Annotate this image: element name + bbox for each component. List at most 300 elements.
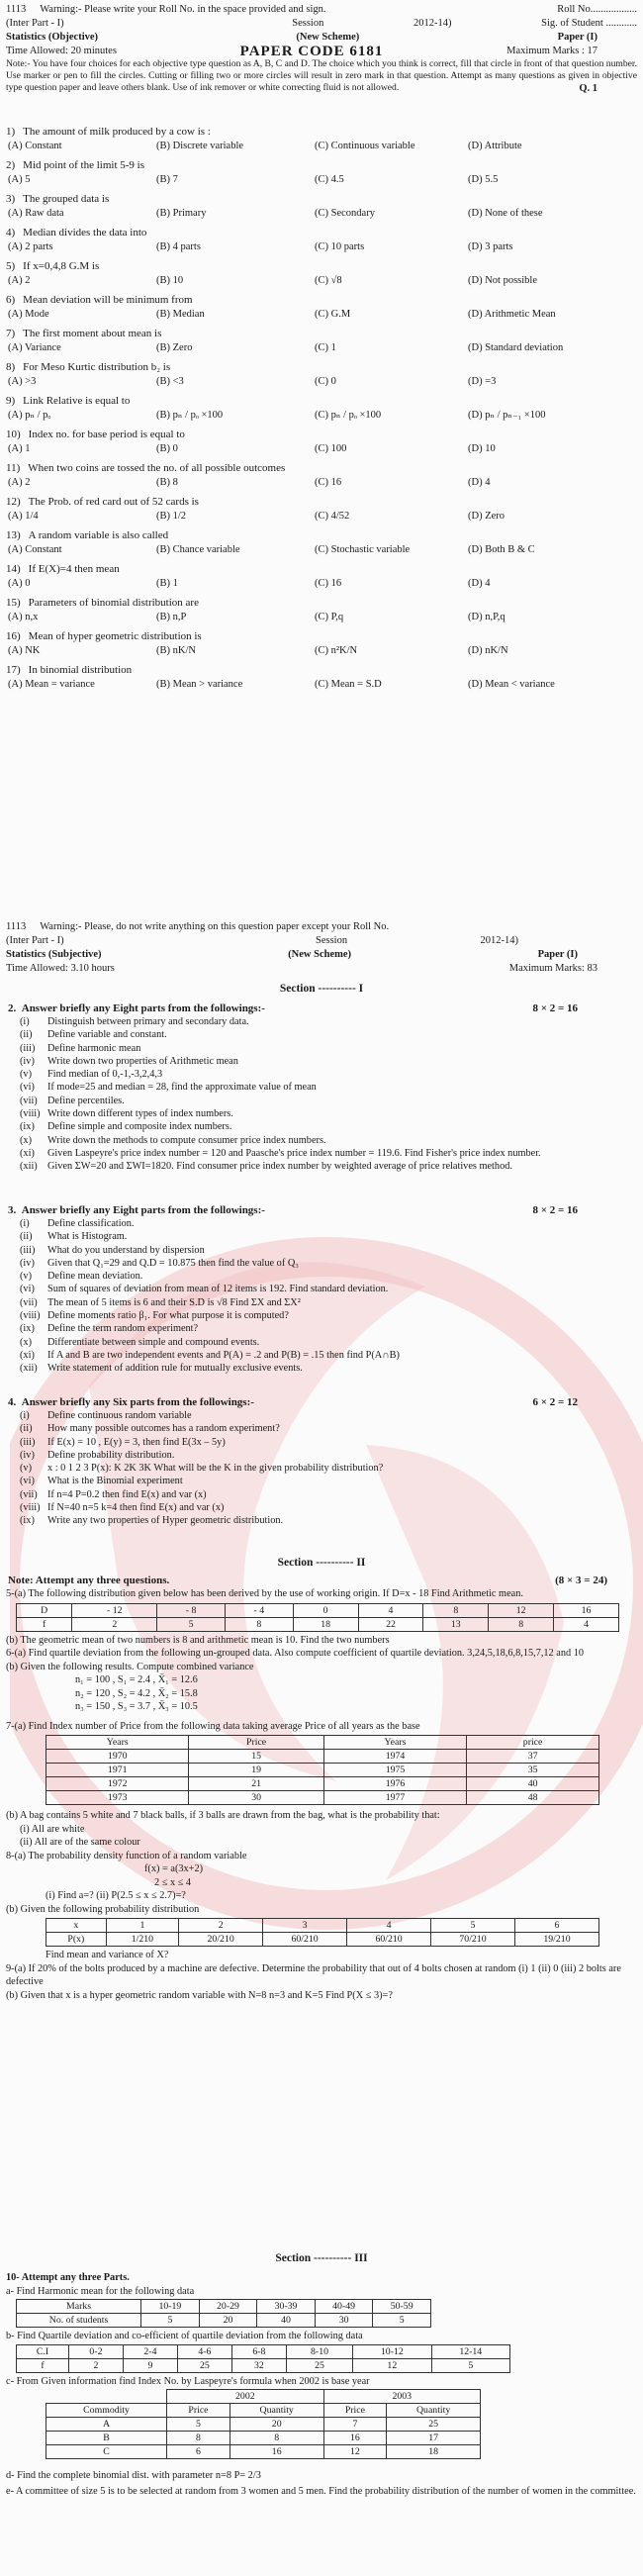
table-cell: 37 <box>467 1750 599 1764</box>
session-year-2: 2012-14) <box>480 935 518 946</box>
table-cell: 30 <box>189 1791 323 1805</box>
question-2 <box>6 1002 637 1174</box>
q10c-year-2002: 2002 <box>167 2390 323 2404</box>
paper-label: Paper (I) <box>557 32 597 43</box>
answer-options <box>6 307 637 323</box>
answer-option[interactable]: (B) Primary <box>156 208 207 219</box>
answer-options <box>6 475 637 491</box>
question-part <box>6 1230 637 1243</box>
part-numeral: (i) <box>20 1218 30 1229</box>
answer-option[interactable]: (C) Stochastic variable <box>315 544 411 555</box>
question-number: 8) <box>6 361 16 373</box>
q8a-text: 8-(a) The probability density function of a random variable <box>6 1850 247 1861</box>
part-text: Define moments ratio β₁. For what purpose it is computed? <box>47 1310 289 1322</box>
objective-question <box>6 663 637 693</box>
answer-option[interactable]: (B) nK/N <box>156 645 196 656</box>
time-allowed-2: Time Allowed: 3.10 hours <box>6 963 115 974</box>
question-number: 11) <box>6 462 21 474</box>
table-cell: 1971 <box>46 1764 189 1777</box>
question-part <box>6 1081 637 1094</box>
paper-code-small: 1113 <box>6 4 27 15</box>
question-part <box>6 1028 637 1041</box>
table-row <box>46 1777 599 1791</box>
answer-option[interactable]: (A) 1 <box>8 443 31 454</box>
q6b-row-1: n₁ = 100 , S₁ = 2.4 , X̄₁ = 12.6 <box>75 1674 198 1685</box>
answer-option[interactable]: (A) NK <box>8 645 41 656</box>
question-stem <box>6 528 637 542</box>
q3-title: Answer briefly any Eight parts from the followings:- <box>21 1204 265 1216</box>
question-number: 3) <box>6 193 16 205</box>
part-text: Differentiate between simple and compound events. <box>47 1336 260 1348</box>
q2-number: 2. <box>8 1002 17 1014</box>
answer-option[interactable]: (A) 2 parts <box>8 241 53 252</box>
answer-option[interactable]: (A) n,x <box>8 612 39 622</box>
question-stem <box>6 158 637 172</box>
answer-options <box>6 340 637 356</box>
objective-question <box>6 192 637 222</box>
answer-option[interactable]: (B) 1 <box>156 578 178 589</box>
q7b-part-ii: (ii) All are of the same colour <box>20 1837 140 1848</box>
part-numeral: (vii) <box>20 1296 38 1308</box>
question-stem <box>6 428 637 441</box>
answer-option[interactable]: (C) 10 parts <box>315 241 365 252</box>
answer-option[interactable]: (D) n,P,q <box>468 612 505 622</box>
table-cell: 30-39 <box>257 2300 316 2314</box>
table-cell: 7 <box>323 2418 387 2432</box>
question-number: 16) <box>6 630 21 642</box>
question-text: Parameters of binomial distribution are <box>28 597 199 609</box>
q2-title: Answer briefly any Eight parts from the followings:- <box>21 1002 265 1014</box>
part-numeral: (v) <box>20 1463 33 1475</box>
table-cell: C.I <box>17 2344 69 2358</box>
part-numeral: (viii) <box>20 1502 41 1514</box>
table-cell: 1975 <box>323 1764 466 1777</box>
answer-option[interactable]: (A) Constant <box>8 141 62 151</box>
answer-options <box>6 677 637 693</box>
answer-option[interactable]: (A) 5 <box>8 174 31 185</box>
part-text: Write down two properties of Arithmetic mean <box>47 1055 238 1067</box>
part-numeral: (x) <box>20 1336 33 1348</box>
part-text: Sum of squares of deviation from mean of 12 items is 192. Find standard deviation. <box>47 1284 389 1295</box>
answer-option[interactable]: (C) pₙ / pₒ ×100 <box>315 410 382 421</box>
section-2 <box>6 1556 637 2002</box>
part-numeral: (i) <box>20 1410 30 1421</box>
question-part <box>6 1015 637 1028</box>
max-marks-2: Maximum Marks: 83 <box>508 963 597 974</box>
table-cell: 25 <box>286 2358 352 2372</box>
part-numeral: (viii) <box>20 1310 41 1322</box>
answer-option[interactable]: (D) Zero <box>468 511 505 522</box>
answer-option[interactable]: (A) pₙ / pₒ <box>8 410 51 421</box>
answer-option[interactable]: (D) 10 <box>468 443 496 454</box>
answer-option[interactable]: (C) 0 <box>315 376 336 387</box>
objective-questions <box>6 121 637 693</box>
part-text: Write any two properties of Hyper geometric distribution. <box>47 1515 284 1527</box>
part-text: What do you understand by dispersion <box>47 1244 205 1256</box>
question-part <box>6 1257 637 1270</box>
answer-option[interactable]: (C) 16 <box>315 578 342 589</box>
part-text: Find median of 0,-1,-3,2,4,3 <box>47 1069 163 1081</box>
table-cell: 8-10 <box>286 2344 352 2358</box>
part-text: If A and B are two independent events and P(A) = .2 and P(B) = .15 then find P(A∩B) <box>47 1349 400 1361</box>
table-cell: 5 <box>373 2314 431 2328</box>
q1-label: Q. 1 <box>579 83 597 94</box>
table-cell: 25 <box>177 2358 231 2372</box>
table-cell: P(x) <box>46 1933 107 1947</box>
q8b-text: (b) Given the following probability distribution <box>6 1903 200 1915</box>
q10c-text: c- From Given information find Index No. by Laspeyre's formula when 2002 is base year <box>6 2375 370 2387</box>
question-text: If E(X)=4 then mean <box>28 563 120 575</box>
answer-option[interactable]: (B) Chance variable <box>156 544 240 555</box>
question-number: 5) <box>6 260 16 272</box>
session-label-2: Session <box>316 935 348 946</box>
q7a-text: 7-(a) Find Index number of Price from the following data taking average Price of all years as the base <box>6 1720 420 1732</box>
scheme-label: (New Scheme) <box>296 32 360 43</box>
answer-option[interactable]: (B) 7 <box>156 174 178 185</box>
q5a-text: 5-(a) The following distribution given below has been derived by the use of working origin. If D=x - 18 Find Arithmetic mean. <box>6 1588 523 1599</box>
question-text: Mid point of the limit 5-9 is <box>23 159 145 171</box>
q10c-table <box>46 2389 481 2459</box>
section-2-note: Note: Attempt any three questions. <box>8 1574 170 1586</box>
signature-field[interactable]: Sig. of Student ............ <box>541 18 637 29</box>
answer-option[interactable]: (C) 4/52 <box>315 511 350 522</box>
question-number: 7) <box>6 328 16 339</box>
answer-option[interactable]: (A) Mean = variance <box>8 679 95 690</box>
answer-option[interactable]: (A) 2 <box>8 275 31 286</box>
answer-option[interactable]: (D) 3 parts <box>468 241 513 252</box>
answer-option[interactable]: (B) Zero <box>156 342 193 353</box>
question-number: 12) <box>6 496 21 508</box>
part-numeral: (vi) <box>20 1476 35 1487</box>
table-cell: 16 <box>230 2445 323 2459</box>
table-cell: 35 <box>467 1764 599 1777</box>
q3-number: 3. <box>8 1204 17 1216</box>
part-numeral: (xi) <box>20 1349 35 1361</box>
part-text: Define harmonic mean <box>47 1042 141 1054</box>
objective-question <box>6 461 637 491</box>
table-header-cell: Commodity <box>46 2404 167 2418</box>
question-number: 13) <box>6 529 21 541</box>
part-numeral: (ii) <box>20 1029 33 1041</box>
objective-question <box>6 562 637 592</box>
answer-options <box>6 643 637 659</box>
q6b-row-2: n₂ = 120 , S₂ = 4.2 , X̄₂ = 15.8 <box>75 1687 198 1699</box>
question-part <box>6 1309 637 1322</box>
objective-question <box>6 360 637 390</box>
q10a-text: a- Find Harmonic mean for the following data <box>6 2285 195 2297</box>
answer-option[interactable]: (D) Attribute <box>468 141 522 151</box>
roll-no-field[interactable]: Roll No.................. <box>557 4 637 15</box>
answer-option[interactable]: (A) Variance <box>8 342 61 353</box>
answer-option[interactable]: (C) 100 <box>315 443 347 454</box>
time-allowed: Time Allowed: 20 minutes <box>6 46 117 56</box>
answer-option[interactable]: (D) 4 <box>468 477 491 488</box>
answer-option[interactable]: (D) 5.5 <box>468 174 499 185</box>
table-cell: 32 <box>231 2358 286 2372</box>
table-cell: 2-4 <box>123 2344 177 2358</box>
question-part <box>6 1244 637 1257</box>
question-number: 4) <box>6 227 16 239</box>
table-header-cell: Years <box>46 1736 189 1750</box>
table-cell: A <box>46 2418 167 2432</box>
section-2-marks: (8 × 3 = 24) <box>555 1574 607 1586</box>
answer-option[interactable]: (C) 4.5 <box>315 174 344 185</box>
objective-question <box>6 394 637 424</box>
table-cell: 1973 <box>46 1791 189 1805</box>
session-year: 2012-14) <box>413 18 452 29</box>
answer-option[interactable]: (A) 1/4 <box>8 511 39 522</box>
section-1-title: Section ---------- I <box>279 983 364 995</box>
part-text: Given Laspeyre's price index number = 120 and Paasche's price index number = 119.6. Find Fisher's price index number. <box>47 1147 541 1159</box>
table-cell: 4 <box>358 1603 423 1617</box>
answer-option[interactable]: (D) Arithmetic Mean <box>468 309 556 320</box>
question-stem <box>6 226 637 239</box>
q8a-find: (i) Find a=? (ii) P(2.5 ≤ x ≤ 2.7)=? <box>46 1890 186 1901</box>
answer-option[interactable]: (B) Discrete variable <box>156 141 244 151</box>
part-text: Define mean deviation. <box>47 1271 143 1283</box>
paper-label-2: Paper (I) <box>537 949 578 960</box>
table-row <box>46 1764 599 1777</box>
answer-option[interactable]: (C) Continuous variable <box>315 141 415 151</box>
table-row <box>46 1750 599 1764</box>
part-text: Define classification. <box>47 1218 135 1229</box>
part-text: How many possible outcomes has a random experiment? <box>47 1423 280 1435</box>
answer-option[interactable]: (B) pₙ / pₒ ×100 <box>156 410 224 421</box>
question-part <box>6 1449 637 1462</box>
question-part <box>6 1160 637 1173</box>
part-text: Define the term random experiment? <box>47 1323 199 1335</box>
answer-option[interactable]: (D) Mean < variance <box>468 679 555 690</box>
answer-option[interactable]: (B) n,P <box>156 612 187 622</box>
objective-question <box>6 259 637 289</box>
question-part <box>6 1107 637 1120</box>
answer-options <box>6 610 637 625</box>
table-cell: - 8 <box>157 1603 226 1617</box>
inter-part-2: (Inter Part - I) <box>6 935 64 946</box>
question-part <box>6 1488 637 1501</box>
question-stem <box>6 394 637 408</box>
part-text: If n=4 P=0.2 then find E(x) and var (x) <box>47 1488 207 1500</box>
table-cell: 10-12 <box>353 2344 431 2358</box>
answer-option[interactable]: (B) 1/2 <box>156 511 187 522</box>
answer-option[interactable]: (D) 4 <box>468 578 491 589</box>
warning-text-2: Warning:- Please, do not write anything on this question paper except your Roll No. <box>40 921 390 932</box>
answer-option[interactable]: (C) Secondary <box>315 208 375 219</box>
answer-option[interactable]: (C) √8 <box>315 275 342 286</box>
part-text: Define continuous random variable <box>47 1410 192 1421</box>
table-cell: 8 <box>167 2432 230 2445</box>
question-stem <box>6 192 637 206</box>
answer-option[interactable]: (D) Not possible <box>468 275 537 286</box>
q7b-text: (b) A bag contains 5 white and 7 black balls, if 3 balls are drawn from the bag, what is the probability that: <box>6 1810 440 1821</box>
objective-question <box>6 428 637 457</box>
session-label: Session <box>292 18 324 29</box>
answer-option[interactable]: (C) 16 <box>315 477 342 488</box>
answer-options <box>6 374 637 390</box>
table-cell: 1977 <box>323 1791 466 1805</box>
question-stem <box>6 293 637 307</box>
question-number: 15) <box>6 597 21 609</box>
objective-question <box>6 596 637 625</box>
table-cell: 60/210 <box>347 1933 431 1947</box>
table-cell: 8 <box>489 1617 554 1631</box>
table-cell: 1/210 <box>106 1933 178 1947</box>
part-text: Define variable and constant. <box>47 1029 167 1041</box>
question-4 <box>6 1395 637 1528</box>
part-text: What is the Binomial experiment <box>47 1476 183 1487</box>
question-part <box>6 1283 637 1295</box>
subjective-header <box>6 920 637 996</box>
table-cell: 0-2 <box>68 2344 123 2358</box>
answer-option[interactable]: (B) 4 parts <box>156 241 201 252</box>
answer-options <box>6 206 637 222</box>
objective-question <box>6 327 637 356</box>
table-row <box>46 2445 481 2459</box>
paper-code: PAPER CODE 6181 <box>239 44 384 59</box>
answer-option[interactable]: (C) n²K/N <box>315 645 358 656</box>
part-text: If E(x) = 10 , E(y) = 3, then find E(3x – 5y) <box>47 1436 226 1448</box>
answer-options <box>6 576 637 592</box>
table-cell: 1 <box>106 1919 178 1933</box>
answer-option[interactable]: (D) =3 <box>468 376 497 387</box>
q5a-table <box>16 1603 619 1632</box>
answer-options <box>6 542 637 558</box>
question-stem <box>6 562 637 576</box>
question-text: If x=0,4,8 G.M is <box>23 260 100 272</box>
table-cell: 40 <box>257 2314 316 2328</box>
part-text: Define simple and composite index numbers. <box>47 1121 232 1133</box>
scheme-label-2: (New Scheme) <box>288 949 352 960</box>
question-text: For Meso Kurtic distribution b₂ is <box>23 361 171 373</box>
answer-option[interactable]: (A) Constant <box>8 544 62 555</box>
part-numeral: (iii) <box>20 1244 36 1256</box>
table-cell: 1970 <box>46 1750 189 1764</box>
part-text: If mode=25 and median = 28, find the approximate value of mean <box>47 1082 317 1094</box>
table-cell: 25 <box>387 2418 481 2432</box>
part-numeral: (ix) <box>20 1515 35 1527</box>
part-text: Given ΣW=20 and ΣWI=1820. Find consumer price index number by weighted average of price relatives method. <box>47 1161 512 1173</box>
question-number: 9) <box>6 395 16 407</box>
q10b-table <box>16 2344 510 2373</box>
max-marks: Maximum Marks : 17 <box>506 46 597 56</box>
answer-option[interactable]: (C) 1 <box>315 342 336 353</box>
question-part <box>6 1349 637 1362</box>
answer-option[interactable]: (B) <3 <box>156 376 184 387</box>
question-text: Index no. for base period is equal to <box>28 429 185 440</box>
objective-header <box>6 3 637 95</box>
table-cell: 3 <box>263 1919 347 1933</box>
table-cell: 9 <box>123 2358 177 2372</box>
q8a-range: 2 ≤ x ≤ 4 <box>154 1876 192 1888</box>
answer-option[interactable]: (A) 2 <box>8 477 31 488</box>
table-cell: 4-6 <box>177 2344 231 2358</box>
question-number: 6) <box>6 294 16 306</box>
table-cell: 20 <box>230 2418 323 2432</box>
answer-option[interactable]: (B) 0 <box>156 443 178 454</box>
table-cell: 10-19 <box>141 2300 200 2314</box>
warning-text: Warning:- Please write your Roll No. in the space provided and sign. <box>40 4 326 15</box>
table-cell: 4 <box>554 1617 619 1631</box>
table-cell: 1976 <box>323 1777 466 1791</box>
question-stem <box>6 663 637 677</box>
answer-option[interactable]: (D) Standard deviation <box>468 342 564 353</box>
q10b-text: b- Find Quartile deviation and co-efficient of quartile deviation from the following data <box>6 2331 363 2341</box>
answer-option[interactable]: (D) nK/N <box>468 645 508 656</box>
table-cell: 30 <box>315 2314 373 2328</box>
part-numeral: (ii) <box>20 1231 33 1243</box>
table-cell: 12 <box>489 1603 554 1617</box>
q10e-text: e- A committee of size 5 is to be selected at random from 3 women and 5 men. Find the probability distribution of the number of women in the committee. <box>6 2485 636 2497</box>
answer-options <box>6 509 637 525</box>
q2-marks: 8 × 2 = 16 <box>532 1002 578 1014</box>
answer-option[interactable]: (A) Mode <box>8 309 49 320</box>
table-cell: 5 <box>431 1919 515 1933</box>
question-number: 1) <box>6 126 16 138</box>
question-stem <box>6 596 637 610</box>
answer-option[interactable]: (B) 8 <box>156 477 178 488</box>
question-number: 14) <box>6 563 21 575</box>
question-part <box>6 1514 637 1527</box>
answer-option[interactable]: (A) 0 <box>8 578 31 589</box>
answer-option[interactable]: (D) pₙ / pₙ₋₁ ×100 <box>468 410 546 421</box>
table-cell: 5 <box>157 1617 226 1631</box>
objective-question <box>6 629 637 659</box>
answer-option[interactable]: (A) Raw data <box>8 208 64 219</box>
answer-option[interactable]: (C) P,q <box>315 612 344 622</box>
part-numeral: (vi) <box>20 1082 35 1094</box>
subject-title-2: Statistics (Subjective) <box>6 949 102 960</box>
answer-option[interactable]: (A) >3 <box>8 376 37 387</box>
table-row <box>46 2418 481 2432</box>
part-numeral: (ix) <box>20 1323 35 1335</box>
table-cell: 1972 <box>46 1777 189 1791</box>
q7b-part-i: (i) All are white <box>20 1823 85 1835</box>
q8a-fx: f(x) = a(3x+2) <box>144 1863 204 1874</box>
table-cell: 19/210 <box>514 1933 598 1947</box>
table-cell: 20/210 <box>179 1933 263 1947</box>
part-text: Given that Q₁=29 and Q.D = 10.875 then find the value of Q₃ <box>47 1257 299 1269</box>
part-numeral: (vii) <box>20 1488 38 1500</box>
answer-option[interactable]: (C) Mean = S.D <box>315 679 382 690</box>
part-numeral: (iv) <box>20 1055 35 1067</box>
answer-option[interactable]: (B) Median <box>156 309 205 320</box>
part-text: Define percentiles. <box>47 1095 125 1106</box>
q4-marks: 6 × 2 = 12 <box>532 1396 578 1408</box>
table-row <box>46 1791 599 1805</box>
answer-option[interactable]: (D) None of these <box>468 208 543 219</box>
q4-number: 4. <box>8 1396 17 1408</box>
answer-option[interactable]: (D) Both B & C <box>468 544 535 555</box>
table-header-cell: Quantity <box>387 2404 481 2418</box>
question-stem <box>6 327 637 340</box>
question-text: Link Relative is equal to <box>23 395 131 407</box>
table-header-cell: Price <box>167 2404 230 2418</box>
answer-option[interactable]: (B) Mean > variance <box>156 679 243 690</box>
part-numeral: (iii) <box>20 1436 36 1448</box>
question-number: 2) <box>6 159 16 171</box>
question-text: A random variable is also called <box>28 529 169 541</box>
question-part <box>6 1055 637 1068</box>
section-2-title: Section ---------- II <box>277 1557 366 1569</box>
question-text: Median divides the data into <box>23 227 147 239</box>
question-text: The first moment about mean is <box>23 328 162 339</box>
answer-option[interactable]: (B) 10 <box>156 275 184 286</box>
answer-option[interactable]: (C) G.M <box>315 309 351 320</box>
part-text: Write statement of addition rule for mutually exclusive events. <box>47 1363 303 1375</box>
question-stem <box>6 629 637 643</box>
question-part <box>6 1501 637 1514</box>
question-text: In binomial distribution <box>28 664 133 676</box>
